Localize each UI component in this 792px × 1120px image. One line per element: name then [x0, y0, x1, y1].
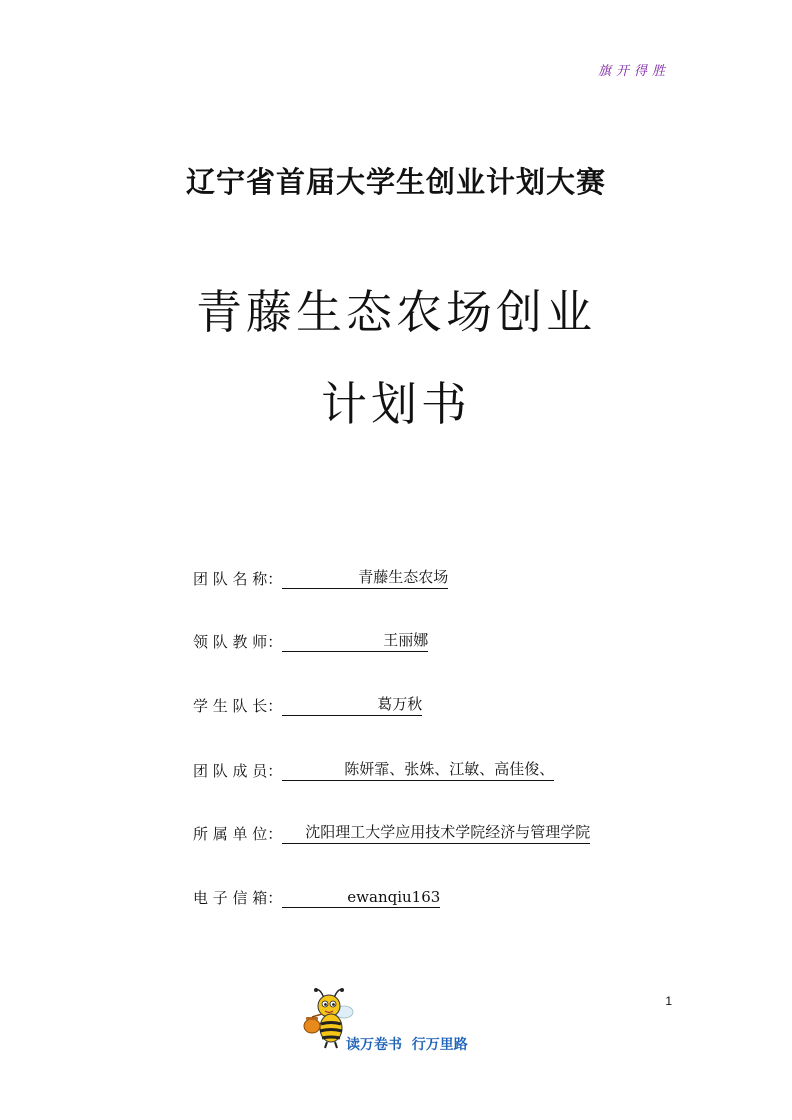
info-value: 陈妍霏、张姝、江敏、高佳俊、 — [282, 758, 554, 781]
info-row-team-name — [193, 565, 448, 589]
info-row-team-members — [193, 757, 554, 781]
info-label: 电 子 信 箱： — [193, 889, 283, 907]
info-label: 团 队 成 员： — [193, 762, 283, 780]
info-label: 团 队 名 称： — [193, 570, 283, 588]
competition-title: 辽宁省首届大学生创业计划大赛 — [185, 165, 606, 199]
info-row-email — [193, 884, 440, 908]
plan-title-line1: 青藤生态农场创业 — [196, 285, 596, 339]
info-value: 沈阳理工大学应用技术学院经济与管理学院 — [282, 821, 590, 844]
info-row-affiliation — [193, 820, 590, 844]
plan-title-line2: 计划书 — [321, 377, 471, 431]
info-row-team-leader — [193, 692, 422, 716]
info-value: 青藤生态农场 — [282, 566, 448, 589]
info-label: 学 生 队 长： — [193, 697, 283, 715]
footer-slogan: 读万卷书 行万里路 — [346, 1037, 468, 1053]
page-number: 1 — [665, 994, 672, 1008]
info-row-team-teacher — [193, 628, 428, 652]
info-value: 葛万秋 — [282, 693, 422, 716]
header-tag: 旗开得胜 — [597, 64, 670, 79]
info-label: 所 属 单 位： — [193, 825, 283, 843]
info-value: 王丽娜 — [282, 629, 428, 652]
info-value: ewanqiu163 — [282, 888, 440, 908]
info-label: 领 队 教 师： — [193, 633, 283, 651]
